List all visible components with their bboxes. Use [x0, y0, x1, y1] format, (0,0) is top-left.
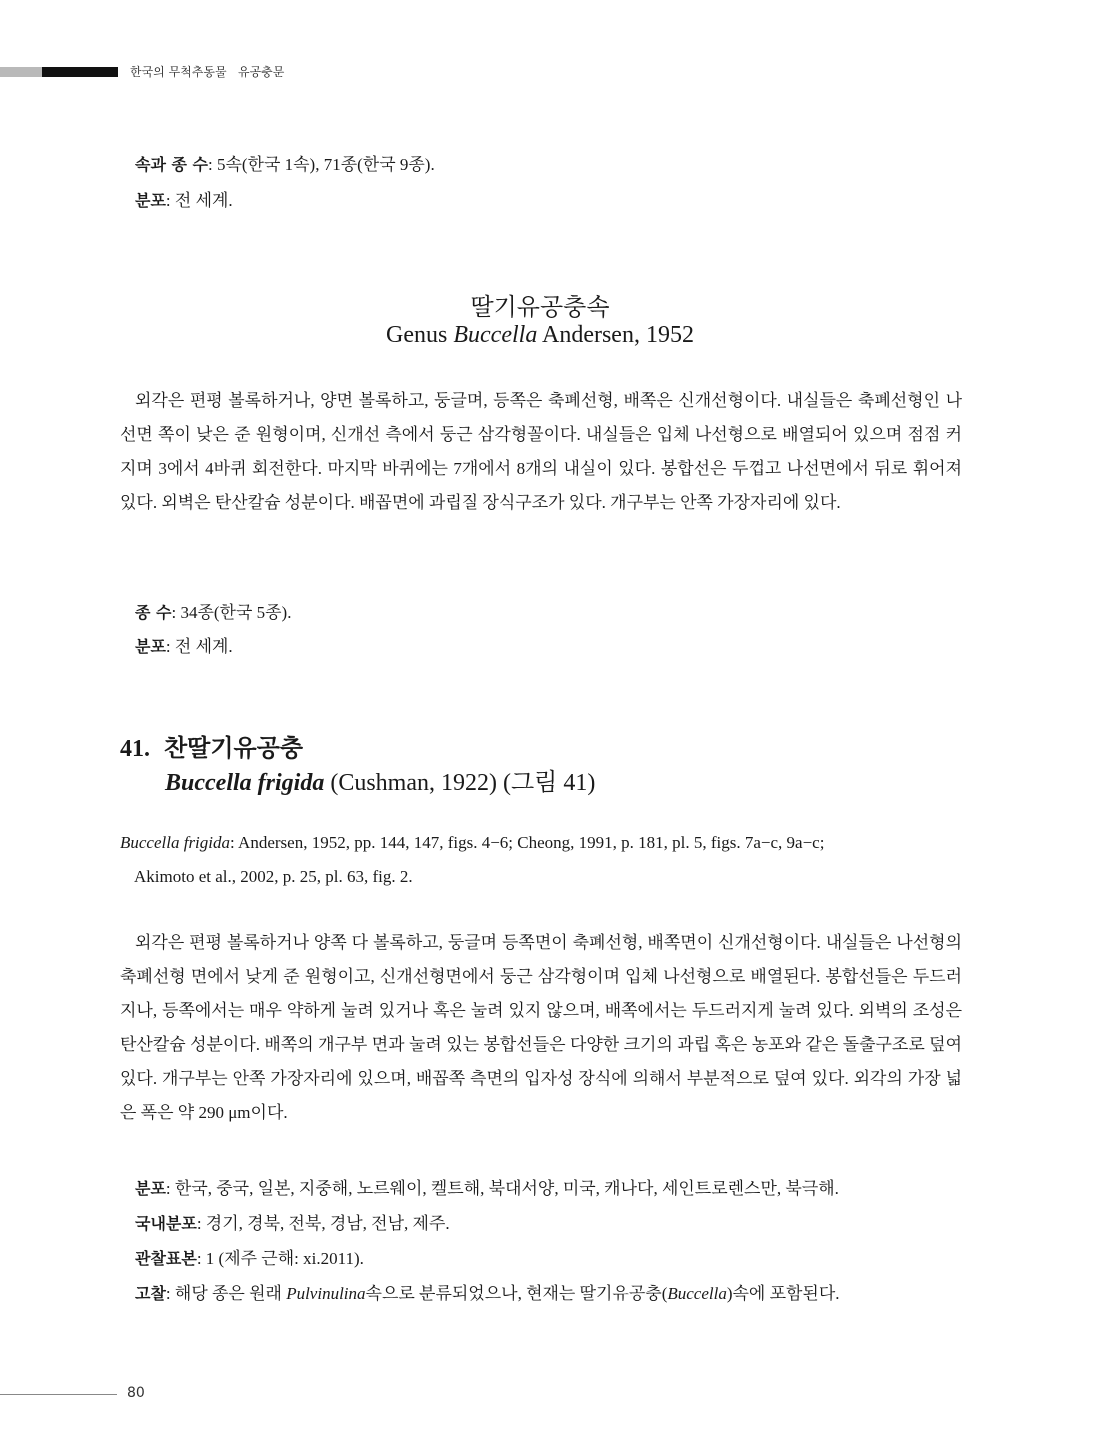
family-dist-label: 분포	[135, 191, 166, 210]
specimen-label: 관찰표본	[135, 1249, 197, 1268]
footer-rule	[0, 1394, 117, 1395]
species-description: 외각은 편평 볼록하거나 양쪽 다 볼록하고, 둥글며 등쪽면이 축폐선형, 배쪽면이 신개선형이다. 내실들은 나선형의 축폐선형 면에서 낮게 준 원형이고, 신개선형면에서 둥근 삼각형이며 입체 나선형으로 배열된다. 봉합선들은 두드러지나, 등쪽에서는 매우 약하게 눌려 있거나 혹은 눌려 있지 않으며, 배쪽에서는 두드러지게 눌려 있다. 외벽의 조성은 탄산칼슘 성분이다. 배쪽의 개구부 면과 눌려 있는 봉합선들은 다양한 크기의 과립 혹은 농포와 같은 돌출구조로 덮여 있다. 개구부는 안쪽 가장자리에 있으며, 배꼽쪽 측면의 입자성 장식에 의해서 부분적으로 덮여 있다. 외각의 가장 넓은 폭은 약 290 μm이다.	[120, 933, 962, 1122]
genus-dist-label: 분포	[135, 637, 166, 656]
species-domestic-distribution	[135, 1209, 450, 1234]
species-number: 41.	[120, 736, 150, 762]
species-korean-name: 찬딸기유공충	[164, 734, 304, 762]
remarks-genus: Pulvinulina	[286, 1284, 366, 1303]
genus-prefix: Genus	[386, 322, 454, 348]
genus-count-label: 종 수	[135, 603, 172, 622]
family-count	[135, 150, 435, 175]
family-dist-value: : 전 세계.	[165, 191, 233, 210]
genus-korean-name: 딸기유공충속	[470, 295, 610, 321]
genus-name: Buccella	[453, 322, 538, 348]
genus-count-value: : 34종(한국 5종).	[171, 603, 292, 622]
genus-distribution	[135, 632, 233, 657]
remarks-mid: 속으로 분류되었으나, 현재는 딸기유공충(	[365, 1284, 668, 1303]
genus-dist-value: : 전 세계.	[165, 637, 233, 656]
family-distribution	[135, 186, 233, 211]
species-figure-ref: (그림 41)	[502, 770, 596, 796]
header-black-bar	[42, 67, 118, 77]
synonymy-name: Buccella frigida	[120, 833, 231, 852]
species-dist-value: : 한국, 중국, 일본, 지중해, 노르웨이, 켈트해, 북대서양, 미국, 캐나다, 세인트로렌스만, 북극해.	[165, 1179, 839, 1198]
domestic-dist-label: 국내분포	[135, 1214, 197, 1233]
specimen-value: : 1 (제주 근해: xi.2011).	[196, 1249, 364, 1268]
species-distribution	[135, 1174, 839, 1199]
synonymy-citations: : Andersen, 1952, pp. 144, 147, figs. 4−6; Cheong, 1991, p. 181, pl. 5, figs. 7a−c, 9a−c;	[230, 833, 825, 852]
family-count-value: : 5속(한국 1속), 71종(한국 9종).	[207, 155, 435, 174]
running-header: 한국의 무척추동물 유공충문	[130, 65, 285, 79]
species-specimen	[135, 1244, 364, 1269]
genus-species-count	[135, 598, 291, 623]
genus-author: Andersen, 1952	[537, 322, 694, 348]
synonymy	[120, 826, 962, 894]
remarks-pre: : 해당 종은 원래	[165, 1284, 287, 1303]
header-gray-bar	[0, 67, 42, 77]
species-author: (Cushman, 1922)	[324, 770, 503, 796]
synonymy-line-1	[120, 826, 962, 860]
synonymy-line-2: Akimoto et al., 2002, p. 25, pl. 63, fig. 2.	[134, 867, 413, 886]
domestic-dist-value: : 경기, 경북, 전북, 경남, 전남, 제주.	[196, 1214, 450, 1233]
remarks-post: )속에 포함된다.	[726, 1284, 840, 1303]
remarks-label: 고찰	[135, 1284, 166, 1303]
species-dist-label: 분포	[135, 1179, 166, 1198]
species-title	[120, 728, 303, 763]
species-scientific-name: Buccella frigida	[165, 770, 325, 796]
remarks-genus-2: Buccella	[667, 1284, 727, 1303]
species-scientific-heading	[165, 762, 595, 797]
family-count-label: 속과 종 수	[135, 155, 208, 174]
species-remarks	[135, 1279, 840, 1304]
genus-heading	[0, 322, 1080, 349]
genus-description: 외각은 편평 볼록하거나, 양면 볼록하고, 둥글며, 등쪽은 축폐선형, 배쪽은 신개선형이다. 내실들은 축폐선형인 나선면 쪽이 낮은 준 원형이며, 신개선 측에서 둥근 삼각형꼴이다. 내실들은 입체 나선형으로 배열되어 있으며 점점 커지며 3에서 4바퀴 회전한다. 마지막 바퀴에는 7개에서 8개의 내실이 있다. 봉합선은 두껍고 나선면에서 뒤로 휘어져 있다. 외벽은 탄산칼슘 성분이다. 배꼽면에 과립질 장식구조가 있다. 개구부는 안쪽 가장자리에 있다.	[120, 391, 962, 512]
page-number: 80	[127, 1385, 145, 1401]
